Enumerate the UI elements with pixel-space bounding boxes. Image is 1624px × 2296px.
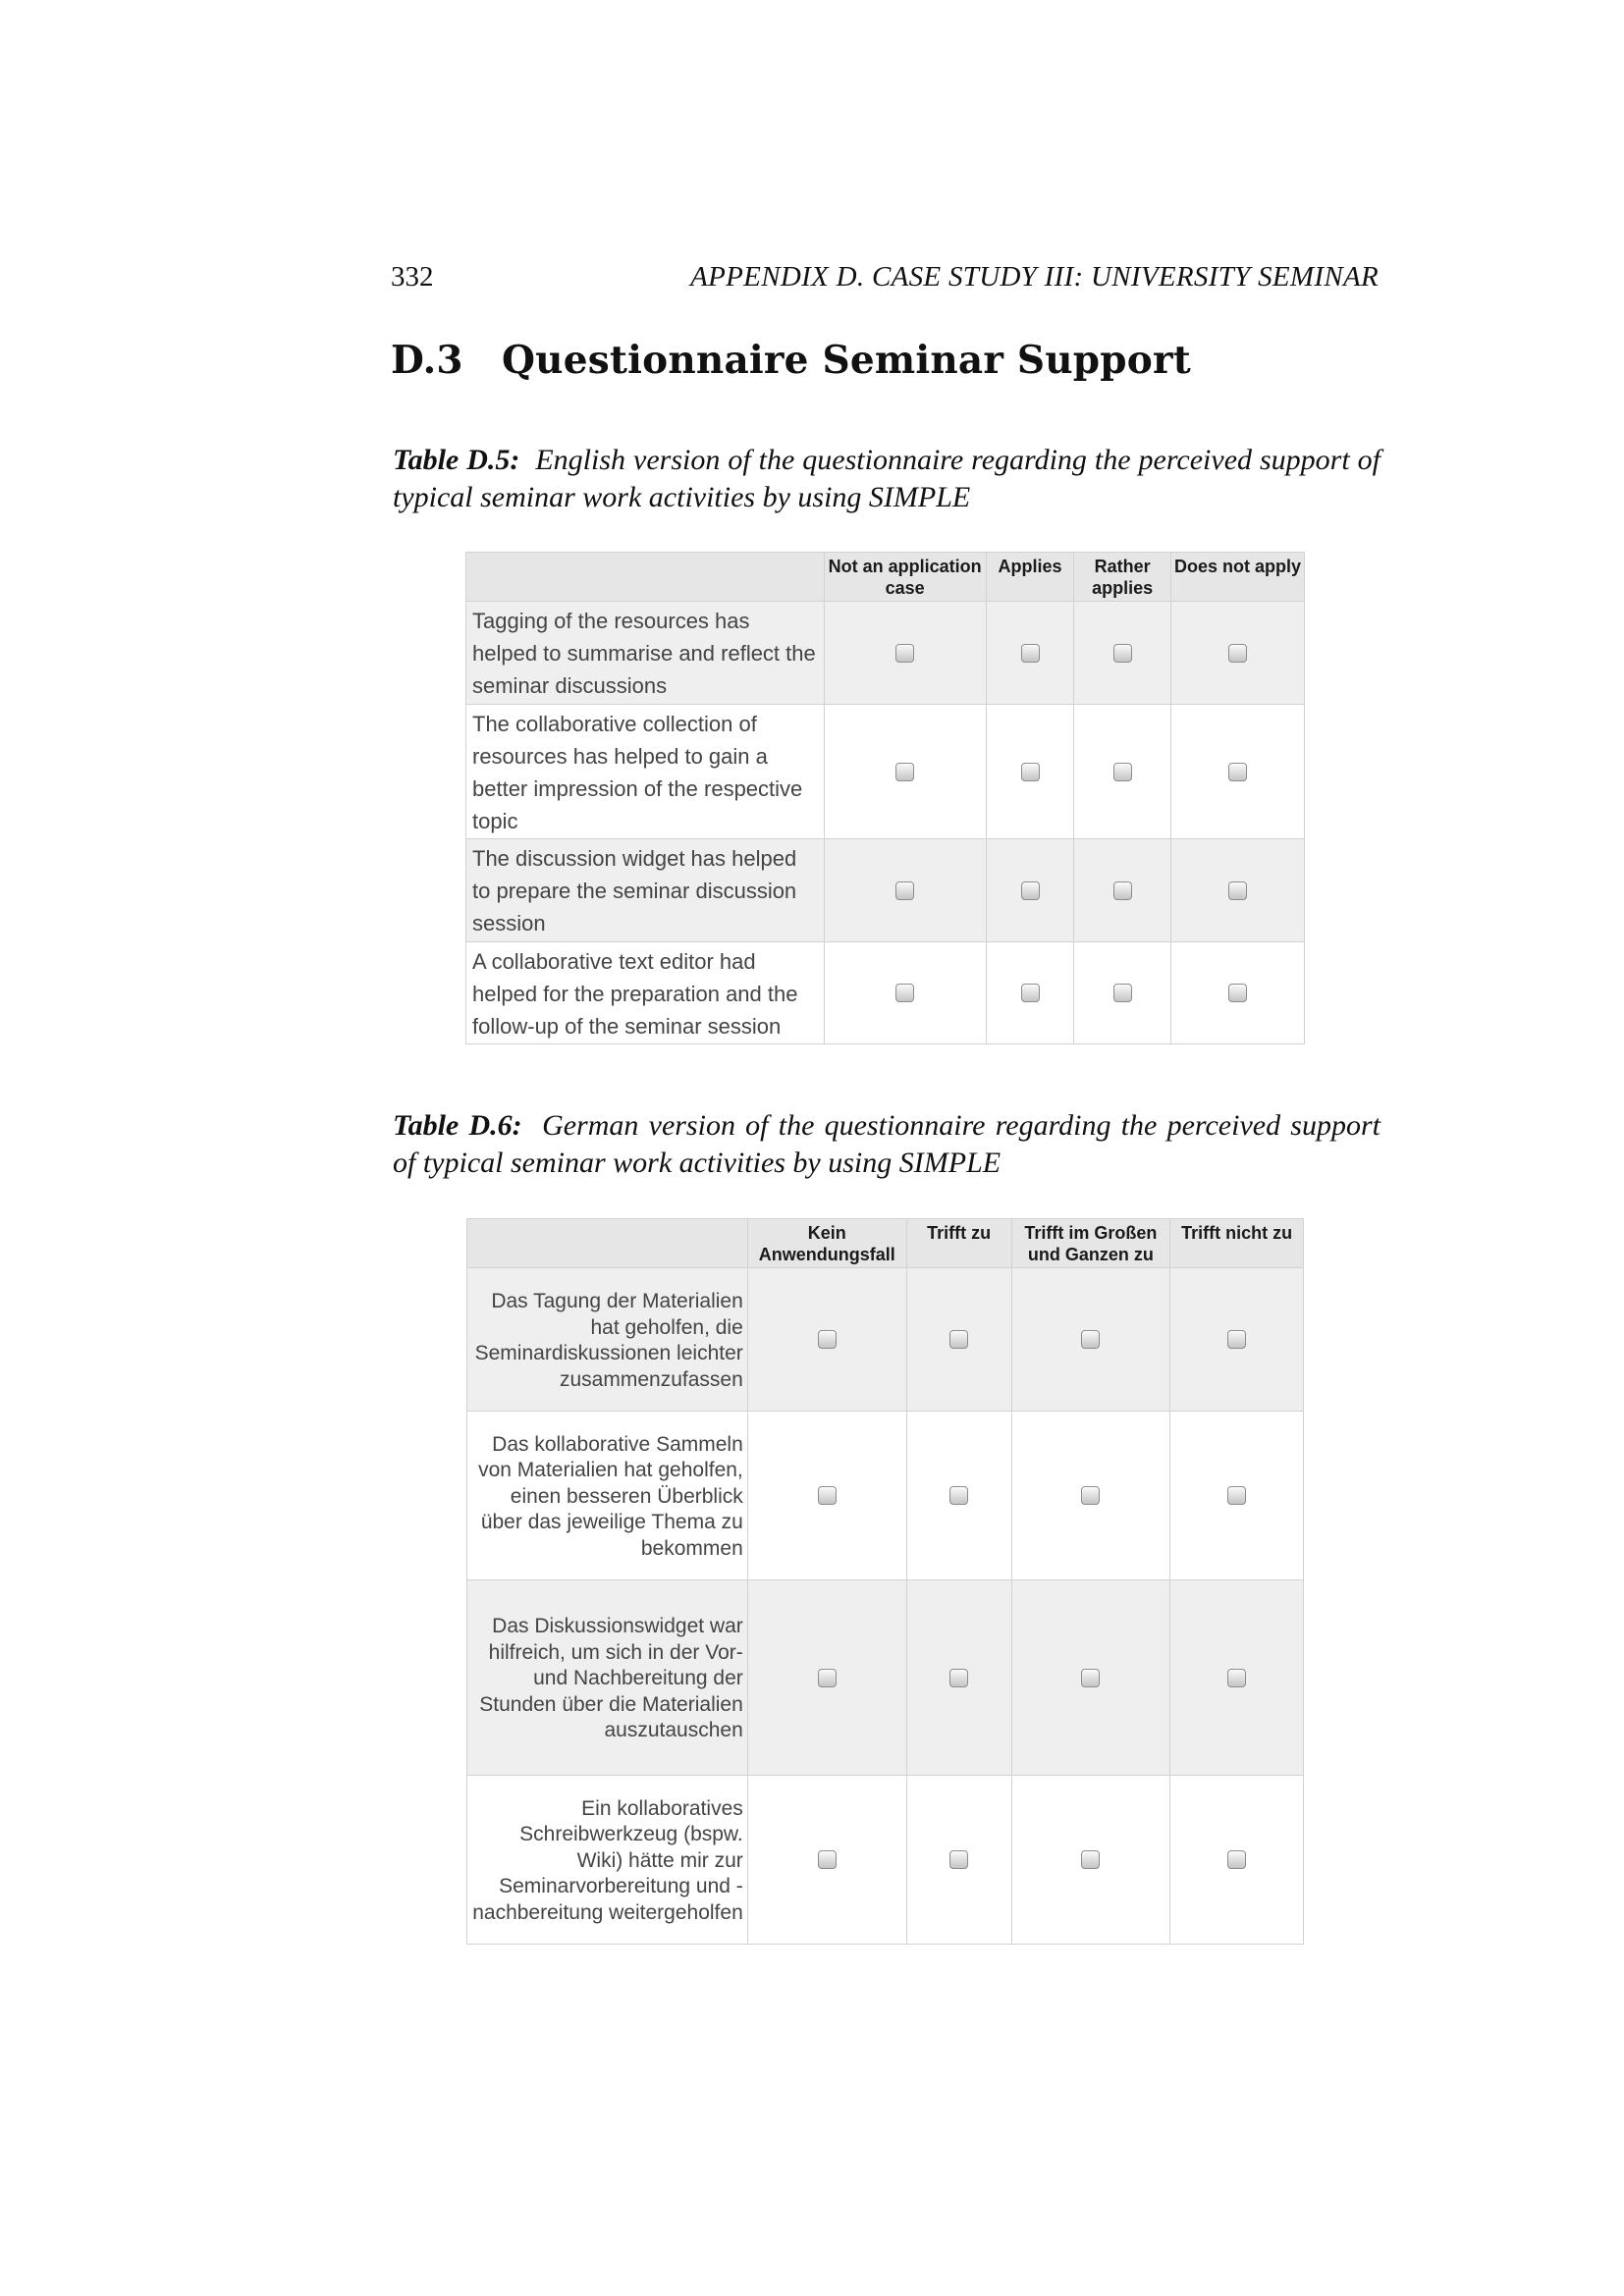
answer-cell	[1011, 1776, 1170, 1945]
checkbox[interactable]	[895, 881, 914, 900]
checkbox[interactable]	[895, 763, 914, 781]
question-text: The collaborative collection of resources has helped to gain a better impression of the respective topic	[466, 705, 825, 839]
answer-cell	[1170, 1268, 1304, 1412]
column-header: Kein Anwendungsfall	[747, 1219, 906, 1268]
answer-cell	[747, 1580, 906, 1776]
checkbox[interactable]	[1021, 984, 1040, 1002]
checkbox[interactable]	[1227, 1330, 1246, 1349]
questionnaire-table-german	[466, 1218, 1304, 1945]
answer-cell	[986, 602, 1074, 705]
question-text: Das Tagung der Materialien hat geholfen, die Seminardiskussionen leichter zusammenzufassen	[467, 1268, 748, 1412]
answer-cell	[986, 839, 1074, 942]
checkbox[interactable]	[1228, 881, 1247, 900]
checkbox[interactable]	[1113, 763, 1132, 781]
table-row	[466, 602, 1305, 705]
checkbox[interactable]	[1227, 1669, 1246, 1687]
question-text: Das Diskussionswidget war hilfreich, um sich in der Vor- und Nachbereitung der Stunden über die Materialien auszutauschen	[467, 1580, 748, 1776]
checkbox[interactable]	[1021, 644, 1040, 663]
question-text: A collaborative text editor had helped for the preparation and the follow-up of the seminar session	[466, 942, 825, 1044]
checkbox[interactable]	[1228, 644, 1247, 663]
checkbox[interactable]	[949, 1669, 968, 1687]
column-header: Rather applies	[1074, 553, 1171, 602]
answer-cell	[1171, 705, 1305, 839]
table-row	[467, 1776, 1304, 1945]
table-row	[466, 839, 1305, 942]
table-d6-caption	[393, 1107, 1380, 1182]
checkbox[interactable]	[1227, 1486, 1246, 1505]
column-header: Trifft nicht zu	[1170, 1219, 1304, 1268]
answer-cell	[1170, 1580, 1304, 1776]
table-header-row	[466, 553, 1305, 602]
answer-cell	[986, 705, 1074, 839]
answer-cell	[1074, 602, 1171, 705]
running-title: APPENDIX D. CASE STUDY III: UNIVERSITY SEMINAR	[690, 261, 1379, 293]
caption-label: Table D.6:	[393, 1109, 522, 1142]
checkbox[interactable]	[1227, 1850, 1246, 1869]
caption-label: Table D.5:	[393, 444, 520, 476]
column-header: Not an application case	[824, 553, 986, 602]
checkbox[interactable]	[895, 984, 914, 1002]
answer-cell	[986, 942, 1074, 1044]
checkbox[interactable]	[818, 1850, 837, 1869]
answer-cell	[1171, 942, 1305, 1044]
question-text: Tagging of the resources has helped to summarise and reflect the seminar discussions	[466, 602, 825, 705]
section-title: Questionnaire Seminar Support	[502, 338, 1191, 383]
header-corner-cell	[467, 1219, 748, 1268]
answer-cell	[1011, 1580, 1170, 1776]
running-header	[391, 261, 1379, 300]
checkbox[interactable]	[1081, 1669, 1100, 1687]
checkbox[interactable]	[1081, 1486, 1100, 1505]
caption-text: English version of the questionnaire regarding the perceived support of typical seminar work activities by using SIMPLE	[393, 444, 1381, 513]
answer-cell	[906, 1776, 1011, 1945]
answer-cell	[1170, 1412, 1304, 1580]
table-d5-caption	[393, 442, 1380, 516]
answer-cell	[1011, 1412, 1170, 1580]
checkbox[interactable]	[1021, 881, 1040, 900]
column-header: Applies	[986, 553, 1074, 602]
answer-cell	[824, 942, 986, 1044]
column-header: Does not apply	[1171, 553, 1305, 602]
header-corner-cell	[466, 553, 825, 602]
table-header-row	[467, 1219, 1304, 1268]
table-row	[466, 705, 1305, 839]
checkbox[interactable]	[1081, 1330, 1100, 1349]
checkbox[interactable]	[1228, 763, 1247, 781]
answer-cell	[824, 602, 986, 705]
answer-cell	[1074, 705, 1171, 839]
checkbox[interactable]	[949, 1486, 968, 1505]
answer-cell	[906, 1580, 1011, 1776]
question-text: Das kollaborative Sammeln von Materialien hat geholfen, einen besseren Überblick über das jeweilige Thema zu bekommen	[467, 1412, 748, 1580]
answer-cell	[747, 1268, 906, 1412]
checkbox[interactable]	[1113, 644, 1132, 663]
answer-cell	[1011, 1268, 1170, 1412]
checkbox[interactable]	[818, 1669, 837, 1687]
answer-cell	[747, 1776, 906, 1945]
checkbox[interactable]	[949, 1850, 968, 1869]
page-number: 332	[391, 261, 434, 293]
checkbox[interactable]	[1113, 881, 1132, 900]
question-text: Ein kollaboratives Schreibwerkzeug (bspw. Wiki) hätte mir zur Seminarvorbereitung und - nachbereitung weitergeholfen	[467, 1776, 748, 1945]
answer-cell	[1074, 839, 1171, 942]
answer-cell	[747, 1412, 906, 1580]
checkbox[interactable]	[895, 644, 914, 663]
answer-cell	[824, 839, 986, 942]
answer-cell	[1074, 942, 1171, 1044]
checkbox[interactable]	[1081, 1850, 1100, 1869]
checkbox[interactable]	[1228, 984, 1247, 1002]
caption-text: German version of the questionnaire regarding the perceived support of typical seminar work activities by using SIMPLE	[393, 1109, 1380, 1179]
table-row	[467, 1580, 1304, 1776]
section-number: D.3	[391, 338, 463, 383]
answer-cell	[1170, 1776, 1304, 1945]
checkbox[interactable]	[1021, 763, 1040, 781]
column-header: Trifft zu	[906, 1219, 1011, 1268]
answer-cell	[906, 1268, 1011, 1412]
section-heading	[391, 338, 1191, 383]
question-text: The discussion widget has helped to prepare the seminar discussion session	[466, 839, 825, 942]
answer-cell	[824, 705, 986, 839]
answer-cell	[1171, 602, 1305, 705]
table-row	[467, 1268, 1304, 1412]
answer-cell	[1171, 839, 1305, 942]
table-row	[467, 1412, 1304, 1580]
table-row	[466, 942, 1305, 1044]
answer-cell	[906, 1412, 1011, 1580]
column-header: Trifft im Großen und Ganzen zu	[1011, 1219, 1170, 1268]
checkbox[interactable]	[949, 1330, 968, 1349]
checkbox[interactable]	[818, 1330, 837, 1349]
questionnaire-table-english	[465, 552, 1305, 1044]
checkbox[interactable]	[1113, 984, 1132, 1002]
checkbox[interactable]	[818, 1486, 837, 1505]
